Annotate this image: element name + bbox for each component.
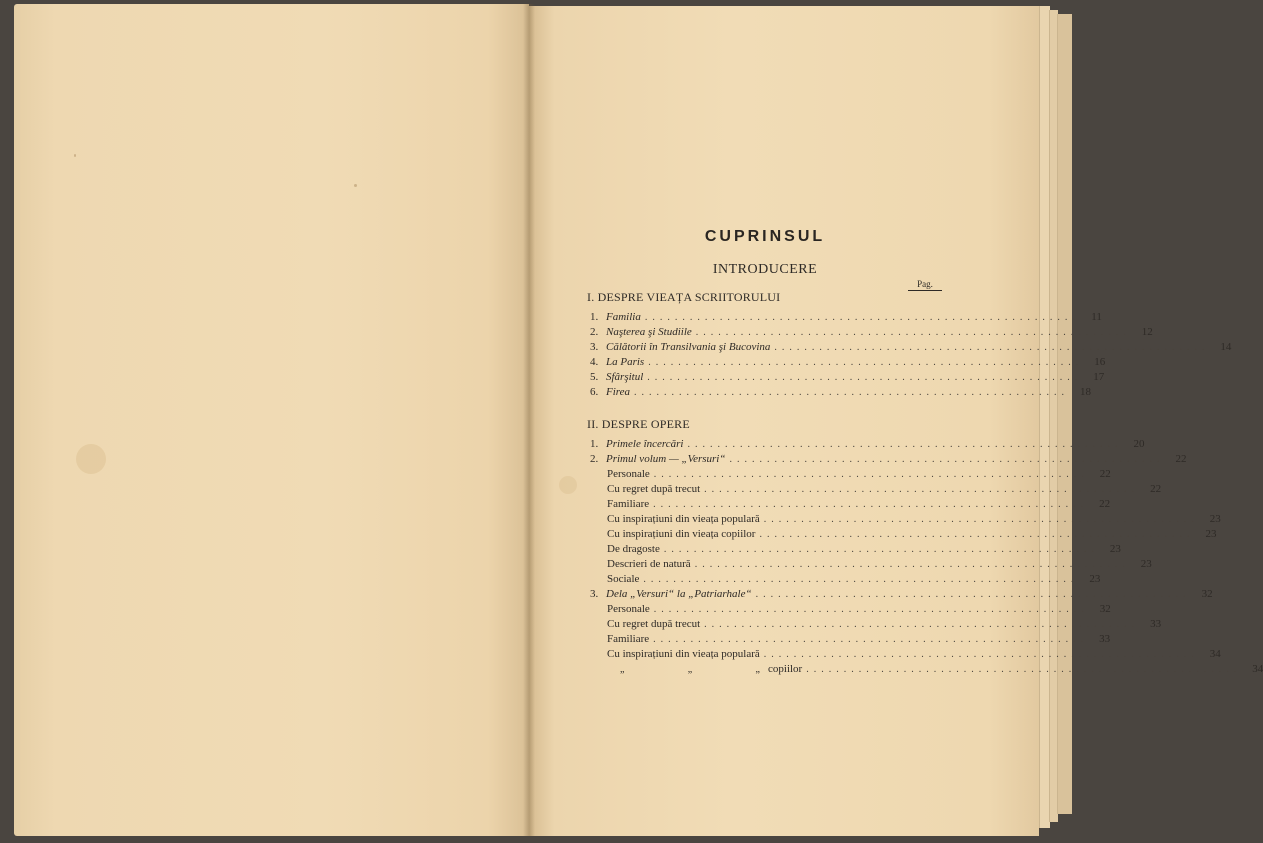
toc-title: copiilor [768, 663, 803, 675]
toc-page: 23 [1209, 513, 1221, 525]
leader-dots: .......................................................... [729, 454, 1165, 465]
toc-page: 22 [1175, 453, 1187, 465]
toc-subrow [607, 648, 1221, 663]
toc-title: La Paris [606, 356, 645, 368]
toc-row [590, 341, 1232, 356]
section-title: II. DESPRE OPERE [587, 417, 690, 431]
leader-dots: .......................................................... [687, 439, 1123, 450]
paper-stain [354, 184, 357, 187]
paper-stain [76, 444, 106, 474]
toc-row [590, 438, 1145, 453]
toc-title: De dragoste [607, 543, 660, 555]
toc-title: Sociale [607, 573, 640, 585]
toc-number: 4. [590, 356, 599, 368]
introduction-heading: INTRODUCERE [712, 262, 818, 277]
section-title: I. DESPRE VIEAȚA SCRIITORULUI [587, 290, 781, 304]
toc-row [590, 311, 1102, 326]
toc-heading: CUPRINSUL [704, 228, 826, 245]
toc-subrow [607, 618, 1162, 633]
paper-stain [559, 476, 577, 494]
leader-dots: .......................................................... [806, 664, 1242, 675]
toc-page: 23 [1140, 558, 1152, 570]
toc-row [590, 371, 1105, 386]
leader-dots: .......................................................... [694, 559, 1130, 570]
toc-row [590, 453, 1187, 468]
toc-page: 11 [1091, 311, 1102, 323]
leader-dots: .......................................................... [653, 469, 1089, 480]
toc-title: Cu regret după trecut [607, 618, 701, 630]
toc-subrow [607, 468, 1111, 483]
toc-page: 20 [1133, 438, 1145, 450]
toc-number: 2. [590, 453, 599, 465]
toc-page: 33 [1150, 618, 1162, 630]
toc-page: 17 [1093, 371, 1105, 383]
toc-title: Familiare [607, 498, 650, 510]
leader-dots: .......................................................... [663, 544, 1099, 555]
toc-page: 14 [1220, 341, 1232, 353]
toc-subrow [607, 498, 1111, 513]
leader-dots: .......................................................... [644, 312, 1080, 323]
toc-page: 34 [1209, 648, 1221, 660]
leader-dots: .......................................................... [704, 484, 1140, 495]
toc-subrow [607, 528, 1217, 543]
toc-page: 23 [1089, 573, 1101, 585]
leader-dots: .......................................................... [643, 574, 1079, 585]
toc-number: 3. [590, 341, 599, 353]
leader-dots: .......................................................... [647, 372, 1083, 383]
toc-row [590, 588, 1213, 603]
toc-subrow [607, 633, 1111, 648]
leader-dots: .......................................................... [653, 634, 1089, 645]
page-edge [1057, 14, 1072, 814]
toc-title: Călătorii în Transilvania şi Bucovina [606, 341, 771, 353]
toc-row [590, 326, 1153, 341]
toc-page: 32 [1099, 603, 1111, 615]
toc-title: Primul volum — „Versuri“ [606, 453, 726, 465]
toc-page: 12 [1141, 326, 1153, 338]
toc-subrow [607, 483, 1162, 498]
toc-row [590, 386, 1092, 401]
book-gutter [523, 4, 535, 836]
toc-title: Naşterea şi Studiile [606, 326, 692, 338]
ditto-mark: „ [620, 664, 625, 675]
toc-title: Cu inspirațiuni din vieața copiilor [607, 528, 756, 540]
leader-dots: .......................................................... [774, 342, 1210, 353]
toc-row [590, 356, 1106, 371]
leader-dots: .......................................................... [634, 387, 1070, 398]
leader-dots: .......................................................... [755, 589, 1191, 600]
leader-dots: .......................................................... [695, 327, 1131, 338]
toc-title: Cu inspirațiuni din vieața populară [607, 513, 760, 525]
toc-number: 6. [590, 386, 599, 398]
toc-page: 22 [1099, 498, 1111, 510]
left-page [14, 4, 529, 836]
toc-title: Cu inspirațiuni din vieața populară [607, 648, 760, 660]
toc-title: Familiare [607, 633, 650, 645]
ditto-mark: „ [755, 664, 760, 675]
toc-page: 22 [1099, 468, 1111, 480]
leader-dots: .......................................................... [653, 604, 1089, 615]
ditto-mark: „ [687, 664, 693, 675]
toc-subrow [607, 603, 1111, 618]
toc-number: 1. [590, 311, 599, 323]
toc-title: Firea [606, 386, 631, 398]
toc-number: 2. [590, 326, 599, 338]
toc-number: 3. [590, 588, 599, 600]
toc-title: Personale [607, 603, 650, 615]
toc-subrow [607, 558, 1152, 573]
leader-dots: .......................................................... [653, 499, 1089, 510]
paper-stain [74, 154, 76, 157]
toc-page: 16 [1094, 356, 1106, 368]
toc-page: 23 [1205, 528, 1217, 540]
toc-page: 33 [1099, 633, 1111, 645]
toc-page: 22 [1150, 483, 1162, 495]
toc-title: Dela „Versuri“ la „Patriarhale“ [606, 588, 752, 600]
toc-page: 23 [1109, 543, 1121, 555]
toc-title: Descrieri de natură [607, 558, 691, 570]
toc-title: Sfârşitul [606, 371, 644, 383]
toc-title: Cu regret după trecut [607, 483, 701, 495]
ditto-marks [620, 664, 768, 675]
leader-dots: .......................................................... [763, 649, 1199, 660]
leader-dots: .......................................................... [648, 357, 1084, 368]
leader-dots: .......................................................... [763, 514, 1199, 525]
page-column-label: Pag. [908, 279, 942, 291]
toc-ditto-row [620, 663, 1263, 678]
toc-page: 18 [1080, 386, 1092, 398]
toc-number: 1. [590, 438, 599, 450]
toc-page: 32 [1201, 588, 1213, 600]
leader-dots: .......................................................... [759, 529, 1195, 540]
toc-title: Familia [606, 311, 641, 323]
toc-subrow [607, 573, 1101, 588]
toc-title: Personale [607, 468, 650, 480]
leader-dots: .......................................................... [704, 619, 1140, 630]
toc-title: Primele încercări [606, 438, 684, 450]
toc-subrow [607, 513, 1221, 528]
toc-page: 34 [1252, 663, 1263, 675]
toc-subrow [607, 543, 1121, 558]
toc-number: 5. [590, 371, 599, 383]
